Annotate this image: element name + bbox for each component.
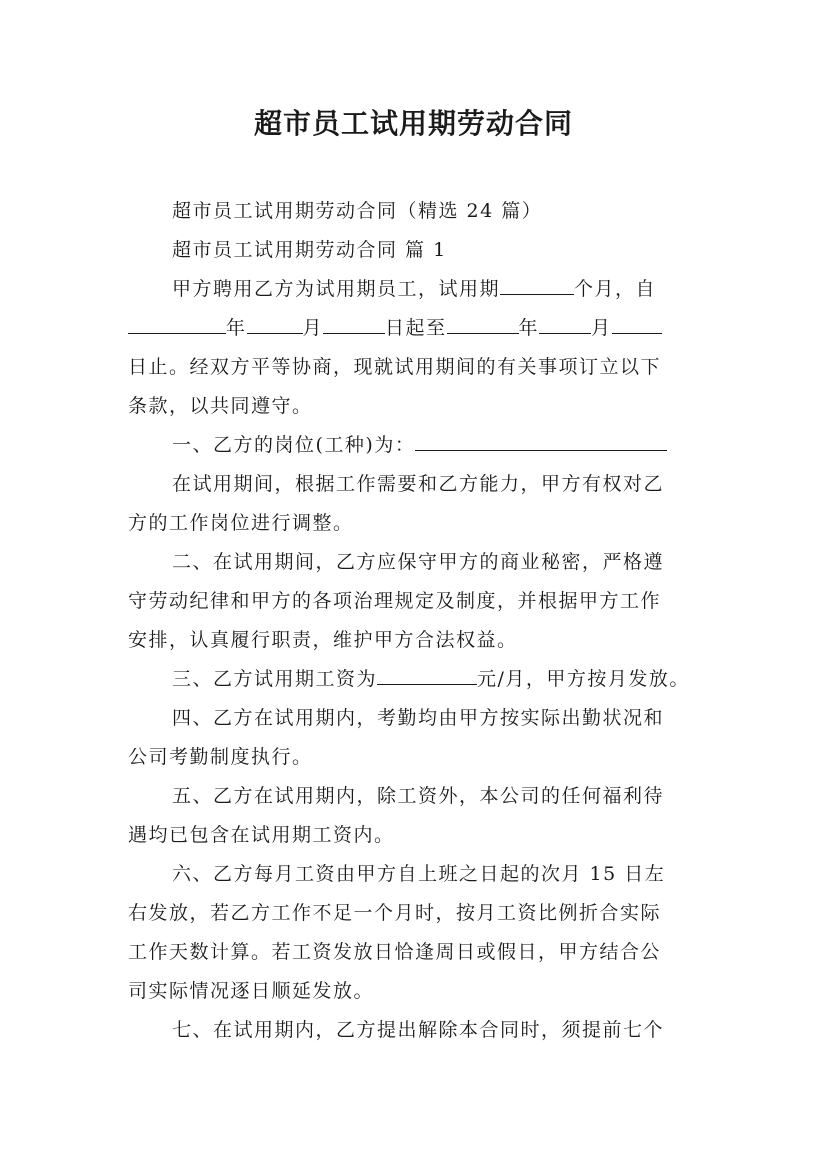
paragraph-line: 条款，以共同遵守。 [128,395,313,417]
blank-field-end-year [447,313,519,334]
text-run: 三、乙方试用期工资为 [172,668,378,690]
text-run: 甲方聘用乙方为试用期员工，试用期 [172,278,501,300]
blank-field-start-day [323,313,385,334]
text-run: 元/月，甲方按月发放。 [477,668,690,690]
blank-field-salary [377,664,477,685]
paragraph-line: 遇均已包含在试用期工资内。 [128,824,395,846]
document-title: 超市员工试用期劳动合同 [253,107,573,140]
section-heading: 超市员工试用期劳动合同 篇 1 [172,239,447,261]
paragraph-line: 公司考勤制度执行。 [128,746,313,768]
paragraph-line: 工作天数计算。若工资发放日恰逢周日或假日，甲方结合公 [128,941,662,963]
paragraph-line: 七、在试用期内，乙方提出解除本合同时，须提前七个 [172,1019,665,1041]
paragraph-line [172,664,690,694]
paragraph-line: 在试用期间，根据工作需要和乙方能力，甲方有权对乙 [172,473,665,495]
paragraph-line: 司实际情况逐日顺延发放。 [128,980,375,1002]
text-run: 个月，自 [574,278,657,300]
paragraph-line: 方的工作岗位进行调整。 [128,512,354,534]
blank-field-start-year [128,313,226,334]
paragraph-line [172,430,667,460]
paragraph-line: 右发放，若乙方工作不足一个月时，按月工资比例折合实际 [128,902,662,924]
text-run: 年 [518,317,540,339]
text-run: 日起至 [385,317,447,339]
blank-field-start-month [247,313,303,334]
text-run: 一、乙方的岗位(工种)为： [172,434,416,456]
blank-field-months [500,274,574,295]
paragraph-line [172,274,656,304]
blank-field-position [415,430,667,451]
paragraph-line: 守劳动纪律和甲方的各项治理规定及制度，并根据甲方工作 [128,590,662,612]
blank-field-end-day [612,313,662,334]
paragraph-line: 二、在试用期间，乙方应保守甲方的商业秘密，严格遵 [172,551,665,573]
document-subtitle: 超市员工试用期劳动合同（精选 24 篇） [172,200,543,222]
text-run: 月 [591,317,612,339]
paragraph-line: 五、乙方在试用期内，除工资外，本公司的任何福利待 [172,785,665,807]
text-run: 年 [226,317,247,339]
paragraph-line: 四、乙方在试用期内，考勤均由甲方按实际出勤状况和 [172,707,665,729]
paragraph-line [128,313,662,343]
text-run: 月 [302,317,324,339]
paragraph-line: 安排，认真履行职责，维护甲方合法权益。 [128,629,518,651]
blank-field-end-month [539,313,591,334]
paragraph-line: 日止。经双方平等协商，现就试用期间的有关事项订立以下 [128,356,662,378]
paragraph-line: 六、乙方每月工资由甲方自上班之日起的次月 15 日左 [172,863,666,885]
